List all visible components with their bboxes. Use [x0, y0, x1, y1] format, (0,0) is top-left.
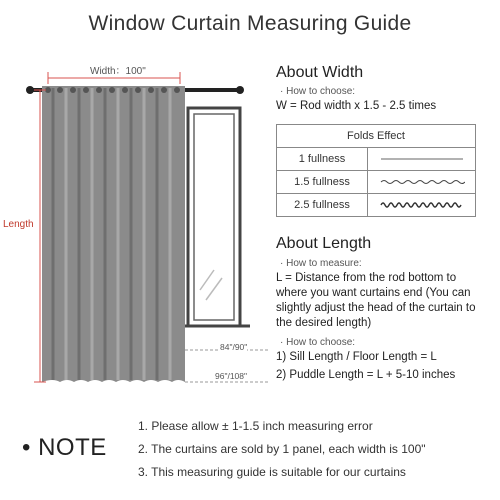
- curtain-illustration: [0, 0, 270, 400]
- fullness-label: 2.5 fullness: [277, 194, 368, 217]
- table-row: [277, 171, 476, 194]
- width-label: Width：100": [88, 62, 148, 77]
- page-title: Window Curtain Measuring Guide: [88, 12, 412, 35]
- measure-line: the desired length): [276, 317, 372, 329]
- folds-effect-table: [276, 124, 476, 217]
- measure-line: slightly adjust the head of the curtain to: [276, 302, 476, 314]
- table-row: [277, 194, 476, 217]
- fold-wave-1-5: [368, 171, 476, 194]
- note-heading: • NOTE: [22, 434, 107, 461]
- length-how-to-choose: · How to choose:: [280, 337, 356, 348]
- length-how-to-measure: · How to measure:: [280, 258, 362, 269]
- choose-line-puddle: 2) Puddle Length = L + 5-10 inches: [276, 369, 456, 381]
- folds-table-header: Folds Effect: [277, 125, 476, 148]
- measure-line: L = Distance from the rod bottom to: [276, 272, 457, 284]
- floor-length-label: 96"/108": [215, 371, 248, 381]
- fold-line-1: [368, 148, 476, 171]
- length-label: Length: [3, 219, 34, 230]
- fullness-label: 1 fullness: [277, 148, 368, 171]
- table-row: [277, 148, 476, 171]
- width-how-to-choose: · How to choose:: [280, 86, 356, 97]
- fullness-label: 1.5 fullness: [277, 171, 368, 194]
- width-formula: W = Rod width x 1.5 - 2.5 times: [276, 100, 437, 112]
- measure-line: where you want curtains end (You can: [276, 287, 471, 299]
- about-width-heading: About Width: [276, 64, 364, 81]
- about-length-heading: About Length: [276, 235, 372, 252]
- choose-line-sill: 1) Sill Length / Floor Length = L: [276, 351, 437, 363]
- fold-wave-2-5: [368, 194, 476, 217]
- note-item: 3. This measuring guide is suitable for our curtains: [138, 465, 406, 479]
- note-item: 2. The curtains are sold by 1 panel, each width is 100": [138, 442, 426, 456]
- sill-length-label: 84"/90": [220, 342, 248, 352]
- note-item: 1. Please allow ± 1-1.5 inch measuring error: [138, 419, 373, 433]
- curtain-panel: [42, 86, 185, 382]
